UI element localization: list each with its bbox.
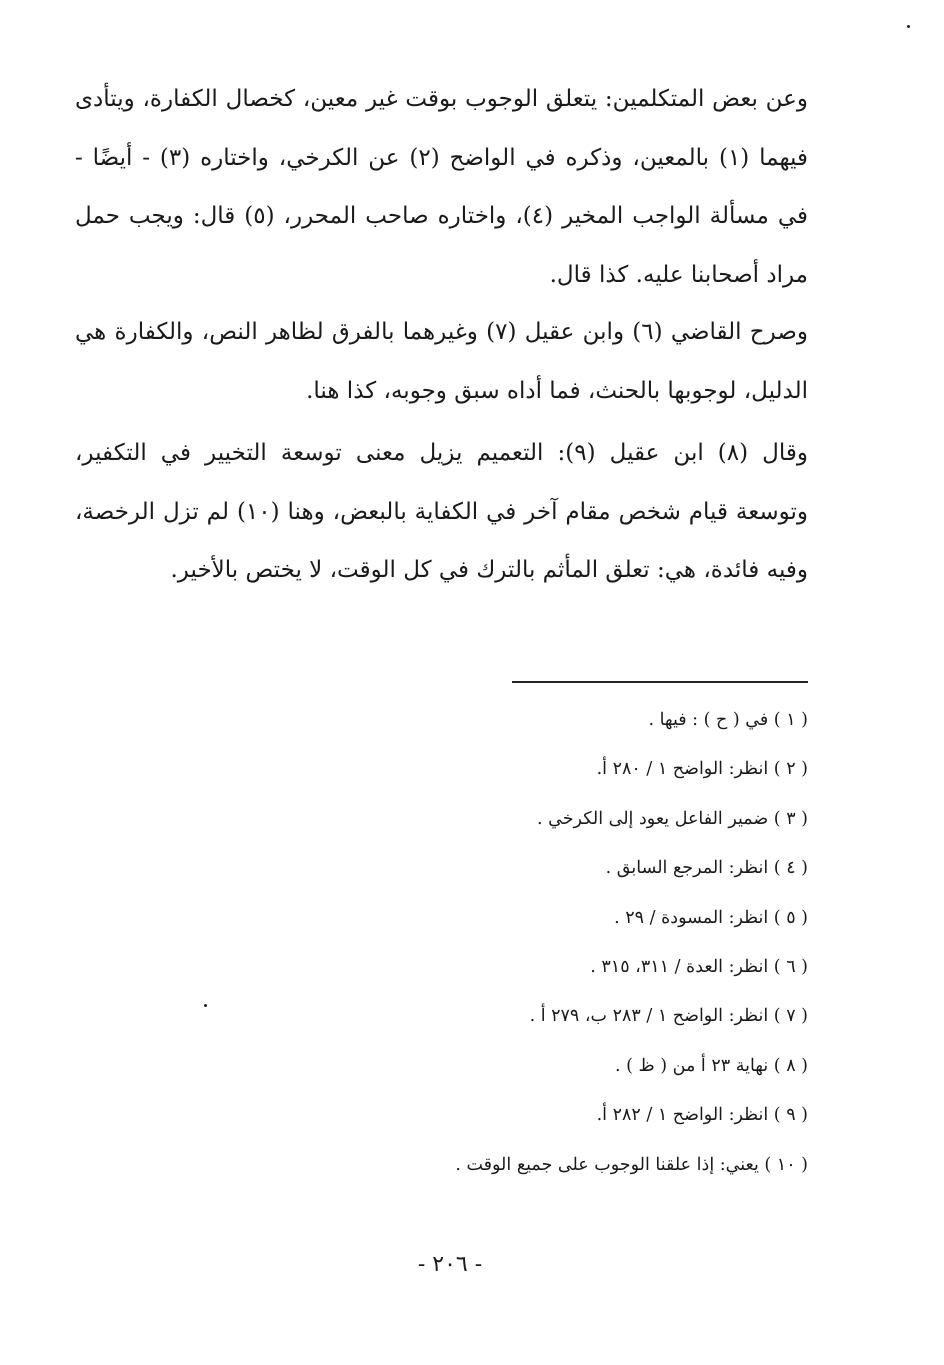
page-number: - ٢٠٦ - — [417, 1252, 483, 1277]
footnote-7: ( ٧ ) انظر: الواضح ١ / ٢٨٣ ب، ٢٧٩ أ . — [529, 1006, 808, 1027]
scan-speck — [907, 25, 910, 28]
footnote-4: ( ٤ ) انظر: المرجع السابق . — [605, 858, 808, 879]
body-paragraph-1 — [75, 70, 808, 304]
footnote-1: ( ١ ) في ( ح ) : فيها . — [648, 710, 808, 730]
footnote-separator — [512, 681, 808, 683]
body-paragraph-3 — [75, 424, 808, 600]
paragraph-text: وعن بعض المتكلمين: يتعلق الوجوب بوقت غير معين، كخصال الكفارة، ويتأدى فيهما (١) بالمعين، وذكره في الواضح (٢) عن الكرخي، واختاره (٣) - أيضًا - في مسألة الواجب المخير (٤)، واختاره صاحب المحرر، (٥) قال: ويجب حمل مراد أصحابنا عليه. كذا قال. — [75, 86, 808, 288]
scan-speck — [204, 1004, 207, 1007]
paragraph-text: وقال (٨) ابن عقيل (٩): التعميم يزيل معنى توسعة التخيير في التكفير، وتوسعة قيام شخص مقام آخر في الكفاية بالبعض، وهنا (١٠) لم تزل الرخصة، وفيه فائدة، هي: تعلق المأثم بالترك في كل الوقت، لا يختص بالأخير. — [75, 440, 809, 583]
footnote-8: ( ٨ ) نهاية ٢٣ أ من ( ظ ) . — [615, 1055, 808, 1076]
footnote-10: ( ١٠ ) يعني: إذا علقنا الوجوب على جميع الوقت . — [455, 1154, 808, 1175]
footnote-9: ( ٩ ) انظر: الواضح ١ / ٢٨٢ أ. — [596, 1105, 808, 1126]
footnote-2: ( ٢ ) انظر: الواضح ١ / ٢٨٠ أ. — [596, 759, 808, 780]
footnote-6: ( ٦ ) انظر: العدة / ٣١١، ٣١٥ . — [590, 956, 808, 977]
body-paragraph-2 — [75, 303, 808, 420]
footnotes-list — [340, 702, 808, 1196]
footnote-3: ( ٣ ) ضمير الفاعل يعود إلى الكرخي . — [537, 808, 808, 829]
footnote-5: ( ٥ ) انظر: المسودة / ٢٩ . — [614, 907, 808, 928]
paragraph-text: وصرح القاضي (٦) وابن عقيل (٧) وغيرهما بالفرق لظاهر النص، والكفارة هي الدليل، لوجوبها بالحنث، فما أداه سبق وجوبه، كذا هنا. — [75, 319, 808, 404]
